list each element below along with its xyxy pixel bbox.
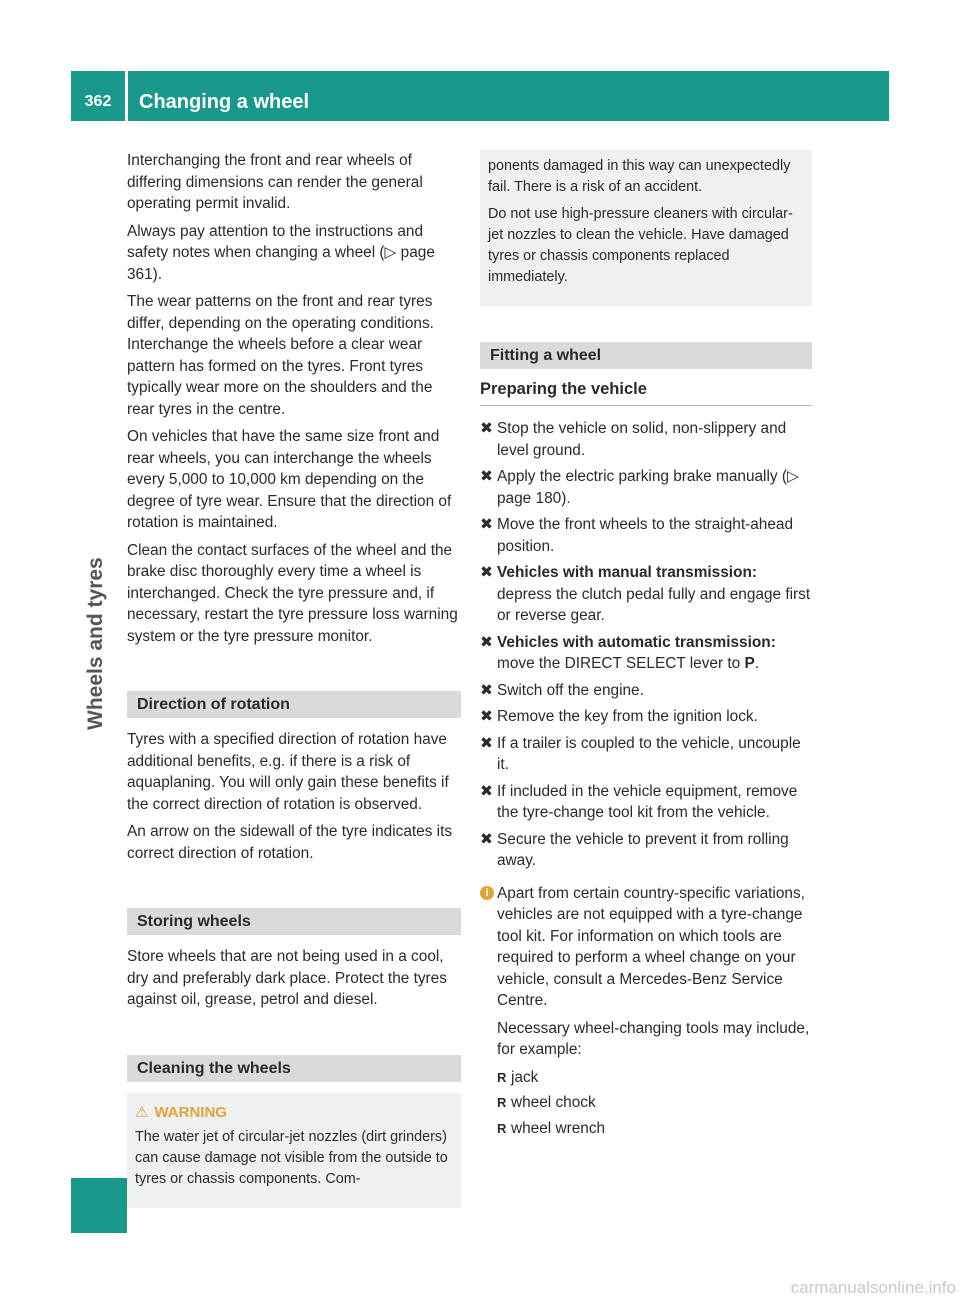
bullet-marker-icon: R <box>497 1069 507 1085</box>
left-column <box>127 150 461 1208</box>
warning-paragraph: The water jet of circular-jet nozzles (dirt grinders) can cause damage not visible from the outside to tyres or chassis components. Com- <box>135 1128 448 1187</box>
cleaning-wheels-heading: Cleaning the wheels <box>127 1055 461 1082</box>
warning-box-continued <box>480 150 812 306</box>
list-item: R wheel chock <box>497 1092 812 1114</box>
warning-triangle-icon: ⚠ <box>135 1103 149 1121</box>
info-note <box>480 883 812 1140</box>
instruction-step: ✖ Stop the vehicle on solid, non-slippery and level ground. <box>480 420 787 459</box>
fitting-wheel-heading: Fitting a wheel <box>480 342 812 369</box>
instruction-step: ✖ Move the front wheels to the straight-ahead position. <box>480 516 794 555</box>
instruction-step: ✖ Remove the key from the ignition lock. <box>480 706 812 728</box>
header-divider <box>125 71 128 121</box>
step-marker-icon: ✖ <box>480 830 493 848</box>
step-marker-icon: ✖ <box>480 420 493 437</box>
step-marker-icon: ✖ <box>480 734 493 752</box>
chapter-tab-marker <box>71 1178 127 1233</box>
intro-paragraph: Interchanging the front and rear wheels of differing dimensions can render the general operating permit invalid. <box>127 152 423 212</box>
intro-paragraph: Always pay attention to the instructions and safety notes when changing a wheel (▷ page 361). <box>127 222 435 283</box>
warning-label: WARNING <box>154 1103 227 1121</box>
rotation-paragraph: Tyres with a specified direction of rotation have additional benefits, e.g. if there is a risk of aquaplaning. You will only gain these benefits if the correct direction of rotation is observed. <box>127 731 449 813</box>
intro-paragraph: On vehicles that have the same size front and rear wheels, you can interchange the wheels every 5,000 to 10,000 km depending on the degree of tyre wear. Ensure that the direction of rotation is maintained. <box>127 428 452 531</box>
section-title: Changing a wheel <box>139 91 310 113</box>
warning-paragraph: ponents damaged in this way can unexpectedly fail. There is a risk of an accident. <box>488 158 791 195</box>
instruction-step: ✖ Apply the electric parking brake manually (▷ page 180). <box>480 468 799 507</box>
intro-paragraph: Clean the contact surfaces of the wheel and the brake disc thoroughly every time a wheel is interchanged. Check the tyre pressure and, if necessary, restart the tyre pressure loss warning system or the tyre pressure monitor. <box>127 541 458 645</box>
direction-of-rotation-heading: Direction of rotation <box>127 691 461 718</box>
warning-paragraph: Do not use high-pressure cleaners with circular-jet nozzles to clean the vehicle. Have damaged tyres or chassis components replaced immediately. <box>488 206 793 285</box>
right-column <box>480 150 812 1143</box>
list-item: R wheel wrench <box>497 1118 812 1140</box>
list-item: R jack <box>497 1067 812 1089</box>
instruction-step: ✖ Switch off the engine. <box>480 680 812 702</box>
page-number: 362 <box>84 93 112 110</box>
step-marker-icon: ✖ <box>480 782 493 800</box>
page-header <box>71 71 889 121</box>
step-marker-icon: ✖ <box>480 516 493 533</box>
instruction-step: ✖ If a trailer is coupled to the vehicle, uncouple it. <box>480 734 801 773</box>
instruction-step: ✖ Vehicles with manual transmission: depress the clutch pedal fully and engage first or reverse gear. <box>480 564 811 624</box>
instruction-step: ✖ Vehicles with automatic transmission: move the DIRECT SELECT lever to P. <box>480 633 776 672</box>
bullet-marker-icon: R <box>497 1095 507 1110</box>
step-marker-icon: ✖ <box>480 468 493 485</box>
rotation-paragraph: An arrow on the sidewall of the tyre indicates its correct direction of rotation. <box>127 823 453 862</box>
step-marker-icon: ✖ <box>480 681 493 699</box>
warning-heading <box>135 1103 453 1121</box>
storing-wheels-heading: Storing wheels <box>127 908 461 935</box>
chapter-label-text: Wheels and tyres <box>84 557 107 730</box>
step-marker-icon: ✖ <box>480 564 493 581</box>
intro-paragraph: The wear patterns on the front and rear tyres differ, depending on the operating conditions. Interchange the wheels before a clear wear pattern has formed on the tyres. Front tyres typically wear more on the shoulders and the rear tyres in the centre. <box>127 293 434 418</box>
warning-box <box>127 1093 461 1208</box>
chapter-side-label <box>84 557 114 760</box>
storing-paragraph: Store wheels that are not being used in a cool, dry and preferably dark place. Protect the tyres against oil, grease, petrol and diesel. <box>127 948 447 1008</box>
instruction-step: ✖ If included in the vehicle equipment, remove the tyre-change tool kit from the vehicle. <box>480 782 798 821</box>
info-icon: i <box>480 886 494 900</box>
step-marker-icon: ✖ <box>480 633 493 651</box>
step-marker-icon: ✖ <box>480 708 493 725</box>
instruction-step: ✖ Secure the vehicle to prevent it from rolling away. <box>480 830 789 869</box>
preparing-vehicle-heading: Preparing the vehicle <box>480 380 812 406</box>
info-paragraph: Apart from certain country-specific variations, vehicles are not equipped with a tyre-change tool kit. For information on which tools are required to perform a wheel change on your vehicle, consult a Mercedes-Benz Service Centre. <box>497 884 805 1009</box>
watermark: carmanualsonline.info <box>790 1278 956 1297</box>
info-paragraph: Necessary wheel-changing tools may include, for example: <box>497 1019 810 1058</box>
bullet-marker-icon: R <box>497 1120 507 1136</box>
